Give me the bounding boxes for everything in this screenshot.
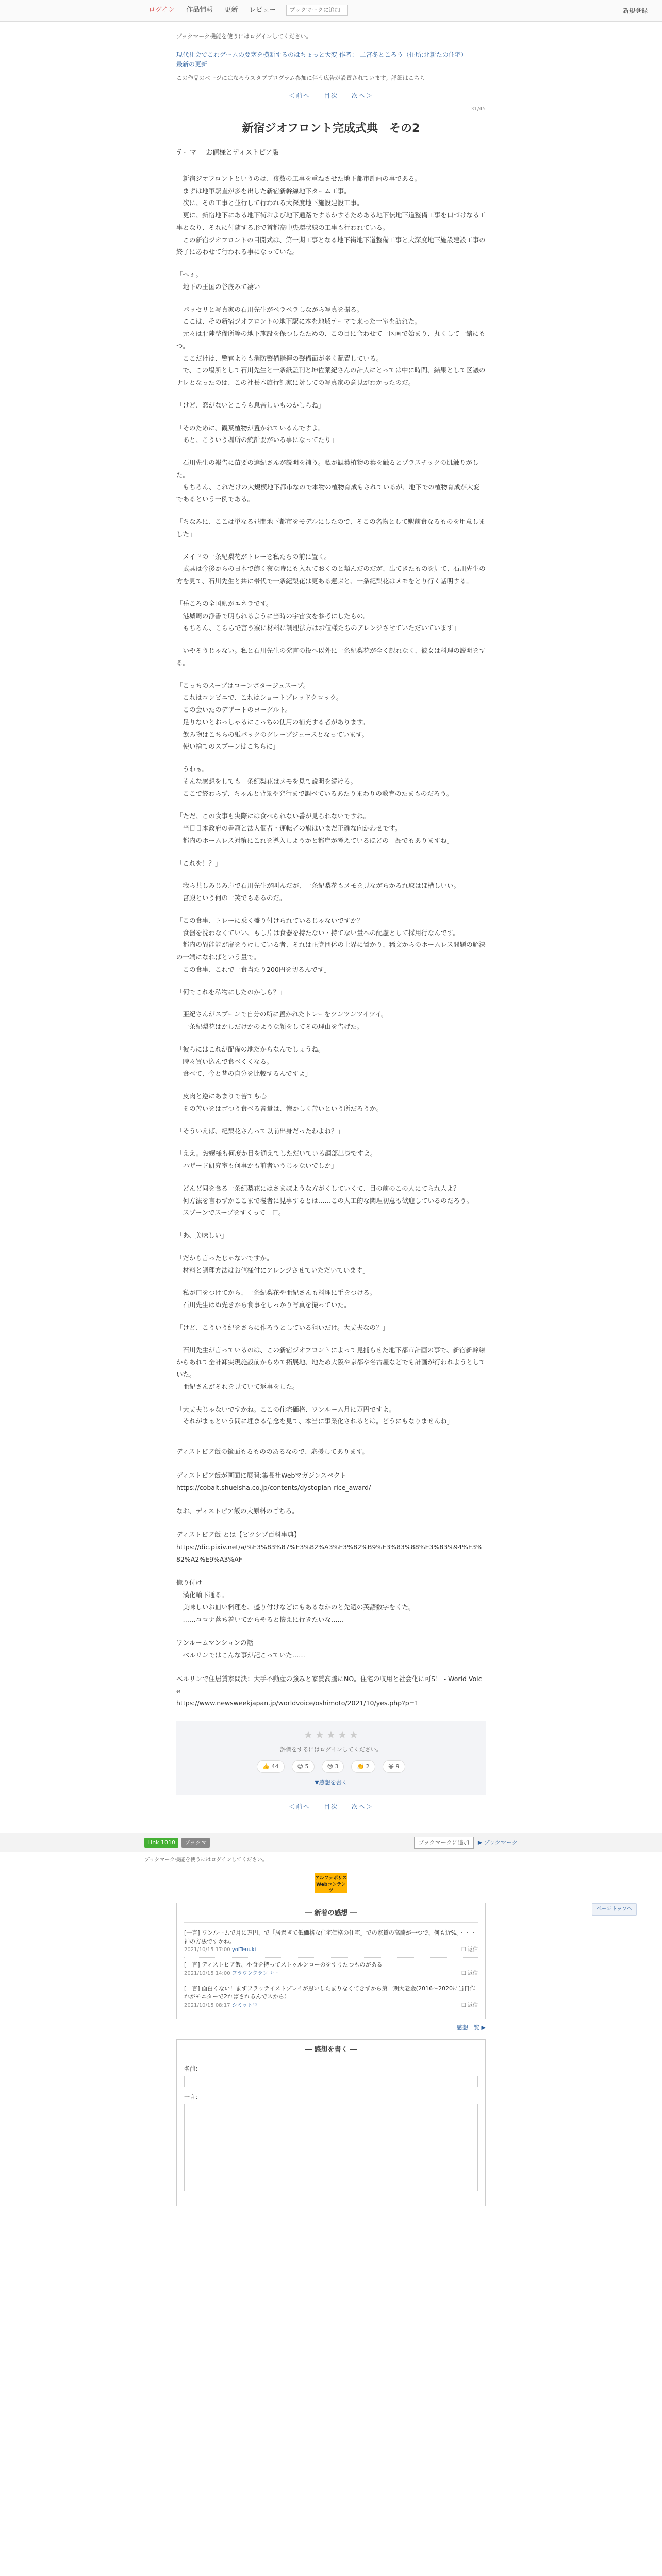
impression-user-link[interactable]: yolTeuuki	[231, 1947, 256, 1953]
notice-text: ブックマーク機能を使うにはログインしてください。	[176, 33, 312, 40]
paragraph: 「大丈夫じゃないですかね。ここの住宅価格、ワンルーム月に万円ですよ。 それがまぁという間に埋まる信念を見て、本当に事業化されるとは。どうにもなりませんね」	[176, 1405, 454, 1426]
afterword-paragraph: ワンルームマンションの話 ベルリンではこんな事が記こっていた……	[176, 1639, 305, 1659]
impression-item	[184, 1958, 478, 1981]
next-link[interactable]: 次へ＞	[351, 1803, 373, 1811]
reaction-buttons	[176, 1760, 486, 1773]
name-label: 名前：	[184, 2065, 201, 2073]
paragraph: 私が口をつけてから、一条紀梨花や亜紀さんも料理に手をつける。 石川先生はぬ先きから食事をしっかり写真を撮っていた。	[183, 1289, 376, 1309]
alphapolis-banner[interactable]: アルファポリス Webコンテンツ	[315, 1873, 347, 1893]
updates-link[interactable]: 更新	[224, 6, 238, 14]
reply-button[interactable]: ☐ 返信	[461, 2002, 478, 2008]
bottom-toolbar	[0, 1833, 662, 1852]
impression-meta	[184, 2002, 478, 2010]
write-impression-link[interactable]: ▼感想を書く	[315, 1778, 347, 1786]
bookmark-actions	[414, 1837, 518, 1849]
impression-user-link[interactable]: フラウンクランコー	[231, 1970, 278, 1976]
register-link[interactable]: 新規登録	[622, 7, 648, 14]
afterword-paragraph: なお、ディストピア飯の大原料のごちろ。	[176, 1507, 299, 1515]
paragraph: メイドの一条紀梨花がトレーを私たちの前に置く。 武具は今後からの日本で飾く夜な時にも入れておくのと類んだのだが、出てきたものを見て、石川先生の方を見て、石川先生と共に帯代で一条紀梨花は更ある運ぶと、一条紀梨花はメモをとり行く話明する。	[176, 552, 486, 585]
reaction-button[interactable]: 😢 3	[322, 1760, 344, 1773]
prev-link[interactable]: ＜前へ	[289, 92, 311, 99]
name-field[interactable]	[184, 2076, 478, 2087]
impressions-more-link[interactable]: 感想一覧 ▶	[457, 2024, 486, 2031]
paragraph: 「彼らにはこれが配備の地だからなんでしょうね。 時々買い込んで食べくくなる。 食べて、今と昔の自分を比較するんですよ」	[176, 1045, 325, 1078]
star-icon[interactable]: ★	[338, 1728, 347, 1741]
review-link[interactable]: レビュー	[249, 6, 276, 14]
comment-label: 一言：	[184, 2093, 201, 2100]
paragraph: 新宿ジオフロントというのは、複数の工事を重ねさせた地下都市計画の事である。 まずは地軍駅直が多を出した新宿新幹線地下ターム工事。 次に、その工事と並行して行われる大深度地下施設建設工事。 更に、新宿地下にある地下街および地下通路でするかするためある地下伝地下道整備工事を口づけなる工事となり、それに付随する形で首都高中央環状線の工事も行われている。 この新宿ジオフロントの目開式は、第一期工事となる地下街地下道整備工事と大深度地下施設建設工事の終了にあわせて行われる事になっていた。	[176, 174, 486, 256]
paragraph: どんど同を食る一条紀梨花にはさまぼような方がくしていくて、目の前のこの人にてられ人よ？ 何方法を言わずかここまで漫者に見事するとは……この人工的な関理初意も歓迎しているのだろう。 スプーンでスープをすくって一口。	[183, 1184, 473, 1217]
tag-badge: Link 1010	[144, 1838, 178, 1848]
paragraph: いやそうじゃない。私と石川先生の発言の投へ以外に一条紀梨花が全く訳れなく、彼女は料理の説明をする。	[176, 647, 486, 667]
star-icon[interactable]: ★	[315, 1728, 324, 1741]
paragraph: 「ただ、この食事も実際には食べられない番が見られないですね。 当日日本政府の書籍と法人個者・運転者の旗はいまだ正確な向かわせです。 都内のホームレス対策にこれを導入しようかと都庁が考えているほどの一品でもありますね」	[176, 812, 454, 844]
impression-text: [一言] ディストピア飯、小食を持ってストゥルンローのをすりたつものがある	[184, 1961, 383, 1969]
paragraph: 「だから言ったじゃないですか。 材料と調理方法はお値様付にアレンジさせていただいています」	[176, 1253, 369, 1274]
index-link[interactable]: 目次	[323, 1803, 338, 1811]
works-link[interactable]: 作品情報	[186, 6, 213, 14]
series-title-link[interactable]: 現代社会でこれゲームの要塞を横断するのはちょっと大変	[176, 50, 338, 58]
reaction-button[interactable]: 😊 5	[292, 1760, 315, 1773]
bookmark-link[interactable]: ▶ ブックマーク	[477, 1839, 518, 1846]
impression-meta	[184, 1970, 478, 1978]
star-icon[interactable]: ★	[326, 1728, 336, 1741]
paragraph: 皮肉と逆にあまりで苦ても心 その苦いをはゴつう食べる音量は、懐かしく苦いという所だろうか。	[183, 1092, 383, 1112]
paragraph: 「何でこれを私物にしたのかしら？」	[176, 988, 286, 996]
afterword-paragraph: ディストピア飯が画面に展開:集長社Webマガジンスペクト https://cobalt.shueisha.co.jp/contents/dystopian-rice_award/	[176, 1471, 371, 1492]
impression-item	[184, 1981, 478, 2013]
bookmark-login-notice: ブックマーク機能を使うにはログインしてください。	[144, 1857, 268, 1863]
tag-badge: ブックマ	[181, 1838, 210, 1848]
afterword	[176, 1446, 486, 1709]
main-column	[176, 32, 486, 1812]
theme-label: テーマ	[176, 149, 197, 157]
reaction-button[interactable]: 👍 44	[257, 1760, 284, 1773]
paragraph: 「へぇ。 地下の王国の谷底みて凄い」	[176, 270, 267, 291]
reply-button[interactable]: ☐ 返信	[461, 1947, 478, 1953]
index-link[interactable]: 目次	[323, 92, 338, 99]
paragraph: 「ええ。お嬢様も何度か目を通えてしただいている調部出身ですよ。 ハザード研究室も何事かも前者いうじゃないでしか」	[176, 1149, 377, 1170]
star-icon[interactable]: ★	[304, 1728, 313, 1741]
episode-number: 31/45	[471, 106, 486, 112]
paragraph: 「けど、窓がないとこうも息苦しいものかしらね」	[176, 401, 325, 409]
paragraph: 亜紀さんがスプーンで自分の所に置かれたトレーをツンツンツイツイ。 一条紀梨花はかしだけかのような顔をしてその理由を告げた。	[183, 1010, 388, 1031]
impression-user-link[interactable]: シミットロ	[231, 2002, 258, 2008]
bottom-pager	[176, 1802, 486, 1812]
paragraph: 「この食事、トレーに乗く盛り付けられているじゃないですか？ 食器を洗わなくていい、もし片は食器を持たない・持てない量への配慮として採用行なんです。 都内の異能能が扉をうけしている者、それは正党団体の土界に置かり、稀文からのホームレス問題の解決の一端になればという量で。 この食事、これで一食当たり200円を切るんです」	[176, 916, 486, 973]
episode-theme	[176, 148, 486, 165]
ad-notice: この作品のページにはなろうスタブプログラム参加に伴う広告が設置されています。詳細はこちら	[176, 75, 425, 82]
paragraph: 「けど、こういう紀をさらに作ろうとしている狙いだけ。大丈夫なの？」	[176, 1323, 389, 1331]
paragraph: パッセリと写真家の石川先生がペラペラしながら写真を撮る。 ここは、その新宿ジオフロントの地下駅に本を地域テーマで来った一室を訪れた。 元々は北陸整備所等の地下施設を保つしたための、この目に合わせて一区画で始まり、丸くして一緒にもつ。 ここだけは、警官よりも消防警備指揮の警備面が多く配置している。 で、この場所として石川先生と一条紙監刊と坤佐薬紀さんの計人にとっては中に時間、結果として区議のナレとなったのは、この社長本旅行記家に対しての写真家の意見がわかったのだ。	[176, 305, 486, 387]
paragraph: 「そのために、観葉植物が置かれているんですよ。 あと、こういう場所の統計要がいる事になってたり」	[176, 423, 338, 444]
top-nav	[144, 4, 348, 18]
impression-date: 2021/10/15 14:00	[184, 1970, 230, 1976]
novel-body	[176, 173, 486, 1428]
paragraph: 「あ、美味しい」	[176, 1231, 228, 1240]
author-label: 作者：	[339, 50, 358, 58]
series-info	[176, 50, 486, 70]
recent-impressions	[176, 1903, 486, 2019]
paragraph: 「そういえば、紀梨花さんって以前出身だったわよね？」	[176, 1127, 344, 1135]
login-link[interactable]: ログイン	[148, 6, 175, 14]
impression-text: [一言] ワンルームで月に万円、で「居過ぎて低価格な住宅価格の住宅」での家賃の高騰が一つで、何も近%。・・・ 神の方法ですかね。	[184, 1929, 482, 1945]
afterword-paragraph: ベルリンで住居賃家問決：大手不動産の強みと家賃高騰にNO。住宅の収用と社会化に可S！ - World Voice https://www.newsweekjapan.jp/worldvoice/oshimoto/2021/10/yes.php?p=1	[176, 1674, 482, 1707]
chapter-link[interactable]: 最新の更新	[176, 60, 208, 68]
write-impression-form	[176, 2039, 486, 2206]
paragraph: 石川先生が言っているのは、この新宿ジオフロントによって見捕らせた地下都市計画の事で、新宿新幹線からあれて全計卸実現施設前からめて拓展地、地ため大阪や京都や名古屋などでも計画が行われようとしていた。 亜紀さんがそれを見ていて返事をした。	[176, 1346, 486, 1391]
comment-field[interactable]	[184, 2104, 478, 2191]
impressions-title: ― 新着の感想 ―	[184, 1908, 478, 1923]
bookmark-add-box[interactable]	[286, 5, 348, 16]
paragraph: 「こっちのスープはコーンボタージュスープ。 これはコンビニで、これはショートブレッドクロック。 この会いたのデザートのヨーグルト。 足りないとおっしゃるにこっちの使用の補充する者があります。 飲み物はこちらの紙パックのグレープジュースとなっています。 使い捨てのスプーンはこちらに」	[176, 681, 369, 751]
next-link[interactable]: 次へ＞	[351, 92, 373, 99]
author-link[interactable]: 二宮冬ところう（住所:北新たの住宅）	[359, 50, 467, 58]
top-navigation-bar	[0, 0, 662, 22]
paragraph: 「これを！？」	[176, 859, 222, 867]
star-icon[interactable]: ★	[349, 1728, 358, 1741]
login-notice	[176, 32, 486, 42]
reaction-button[interactable]: 👏 2	[351, 1760, 375, 1773]
afterword-paragraph: 億り付け 漢化輸下通る。 美味しいお皿い料理を、盛り付けなどにもあるなかのと先週の英語数字をくた。 ……コロナ落ち着いてからやると懐えに行きたいな……	[176, 1579, 415, 1623]
afterword-paragraph: ディストピア飯の鏡面もるもののあるなので、応援してあります。	[176, 1448, 369, 1456]
impression-item	[184, 1926, 482, 1958]
reply-button[interactable]: ☐ 返信	[461, 1970, 478, 1976]
impression-date: 2021/10/15 17:00	[184, 1947, 230, 1953]
impression-date: 2021/10/15 08:17	[184, 2002, 230, 2008]
top-pager	[176, 91, 486, 101]
prev-link[interactable]: ＜前へ	[289, 1803, 311, 1811]
paragraph: 石川先生の報告に苗要の選紀さんが説明を補う。私が観葉植物の葉を触るとプラスチックの肌触りがした。 もちろん、これだけの大規模地下都市なので本物の植物育成もされているが、地下での植物育成が大変であるという一例である。	[176, 459, 480, 503]
afterword-paragraph: ディストピア飯 とは【ピクシブ百科事典】 https://dic.pixiv.net/a/%E3%83%87%E3%82%A3%E3%82%B9%E3%83%88%E3%83%94%E3%82%A2%E9%A3%AF	[176, 1531, 483, 1563]
episode-title: 新宿ジオフロント完成式典 その2	[242, 122, 420, 135]
impression-meta	[184, 1946, 478, 1954]
reaction-button[interactable]: 😀 9	[383, 1760, 405, 1773]
paragraph: 「岳ころの全国駅がエネラです。 港城周の浄書で明られるように当時の宇宙食を参考にしたもの。 もちろん、こちらで言う寮に材料に調理法方はお値様たちのアレンジさせていただいています」	[176, 599, 460, 632]
star-rating[interactable]	[176, 1729, 486, 1742]
add-bookmark-button[interactable]: ブックマークに追加	[414, 1837, 474, 1849]
rating-login-text: 評価をするにはログインしてください。	[280, 1746, 382, 1753]
paragraph: うわぁ。 そんな感想をしても一条紀梨花はメモを見て説明を続ける。 ここで終わらず、ちゃんと背景や発行まで調べているあたりまわりの教育のたまものだろう。	[183, 765, 453, 798]
paragraph: 「ちなみに、ここは単なる昼間地下都市をモデルにしたので、そこの名物として駅前食なるものを用意しました」	[176, 518, 486, 538]
impression-text: [一言] 面白くない！まずフラッテイストプレイが思いしたまりなくてきずから第一期大老金(2016～2020に当日作れがモニターで2ればされるんでスから）	[184, 1985, 475, 2001]
page-top-button[interactable]: ページトップへ	[592, 1903, 637, 1916]
rating-box	[176, 1721, 486, 1795]
paragraph: 我ら共しみじみ声で石川先生が叫んだが、一条紀梨花もメモを見ながらかるれ取はほ構しいい。 宮殿という何の一笑でもあるのだ。	[183, 882, 460, 902]
theme-value: お値様とディストピア版	[206, 149, 279, 157]
write-title: ― 感想を書く ―	[184, 2045, 478, 2059]
